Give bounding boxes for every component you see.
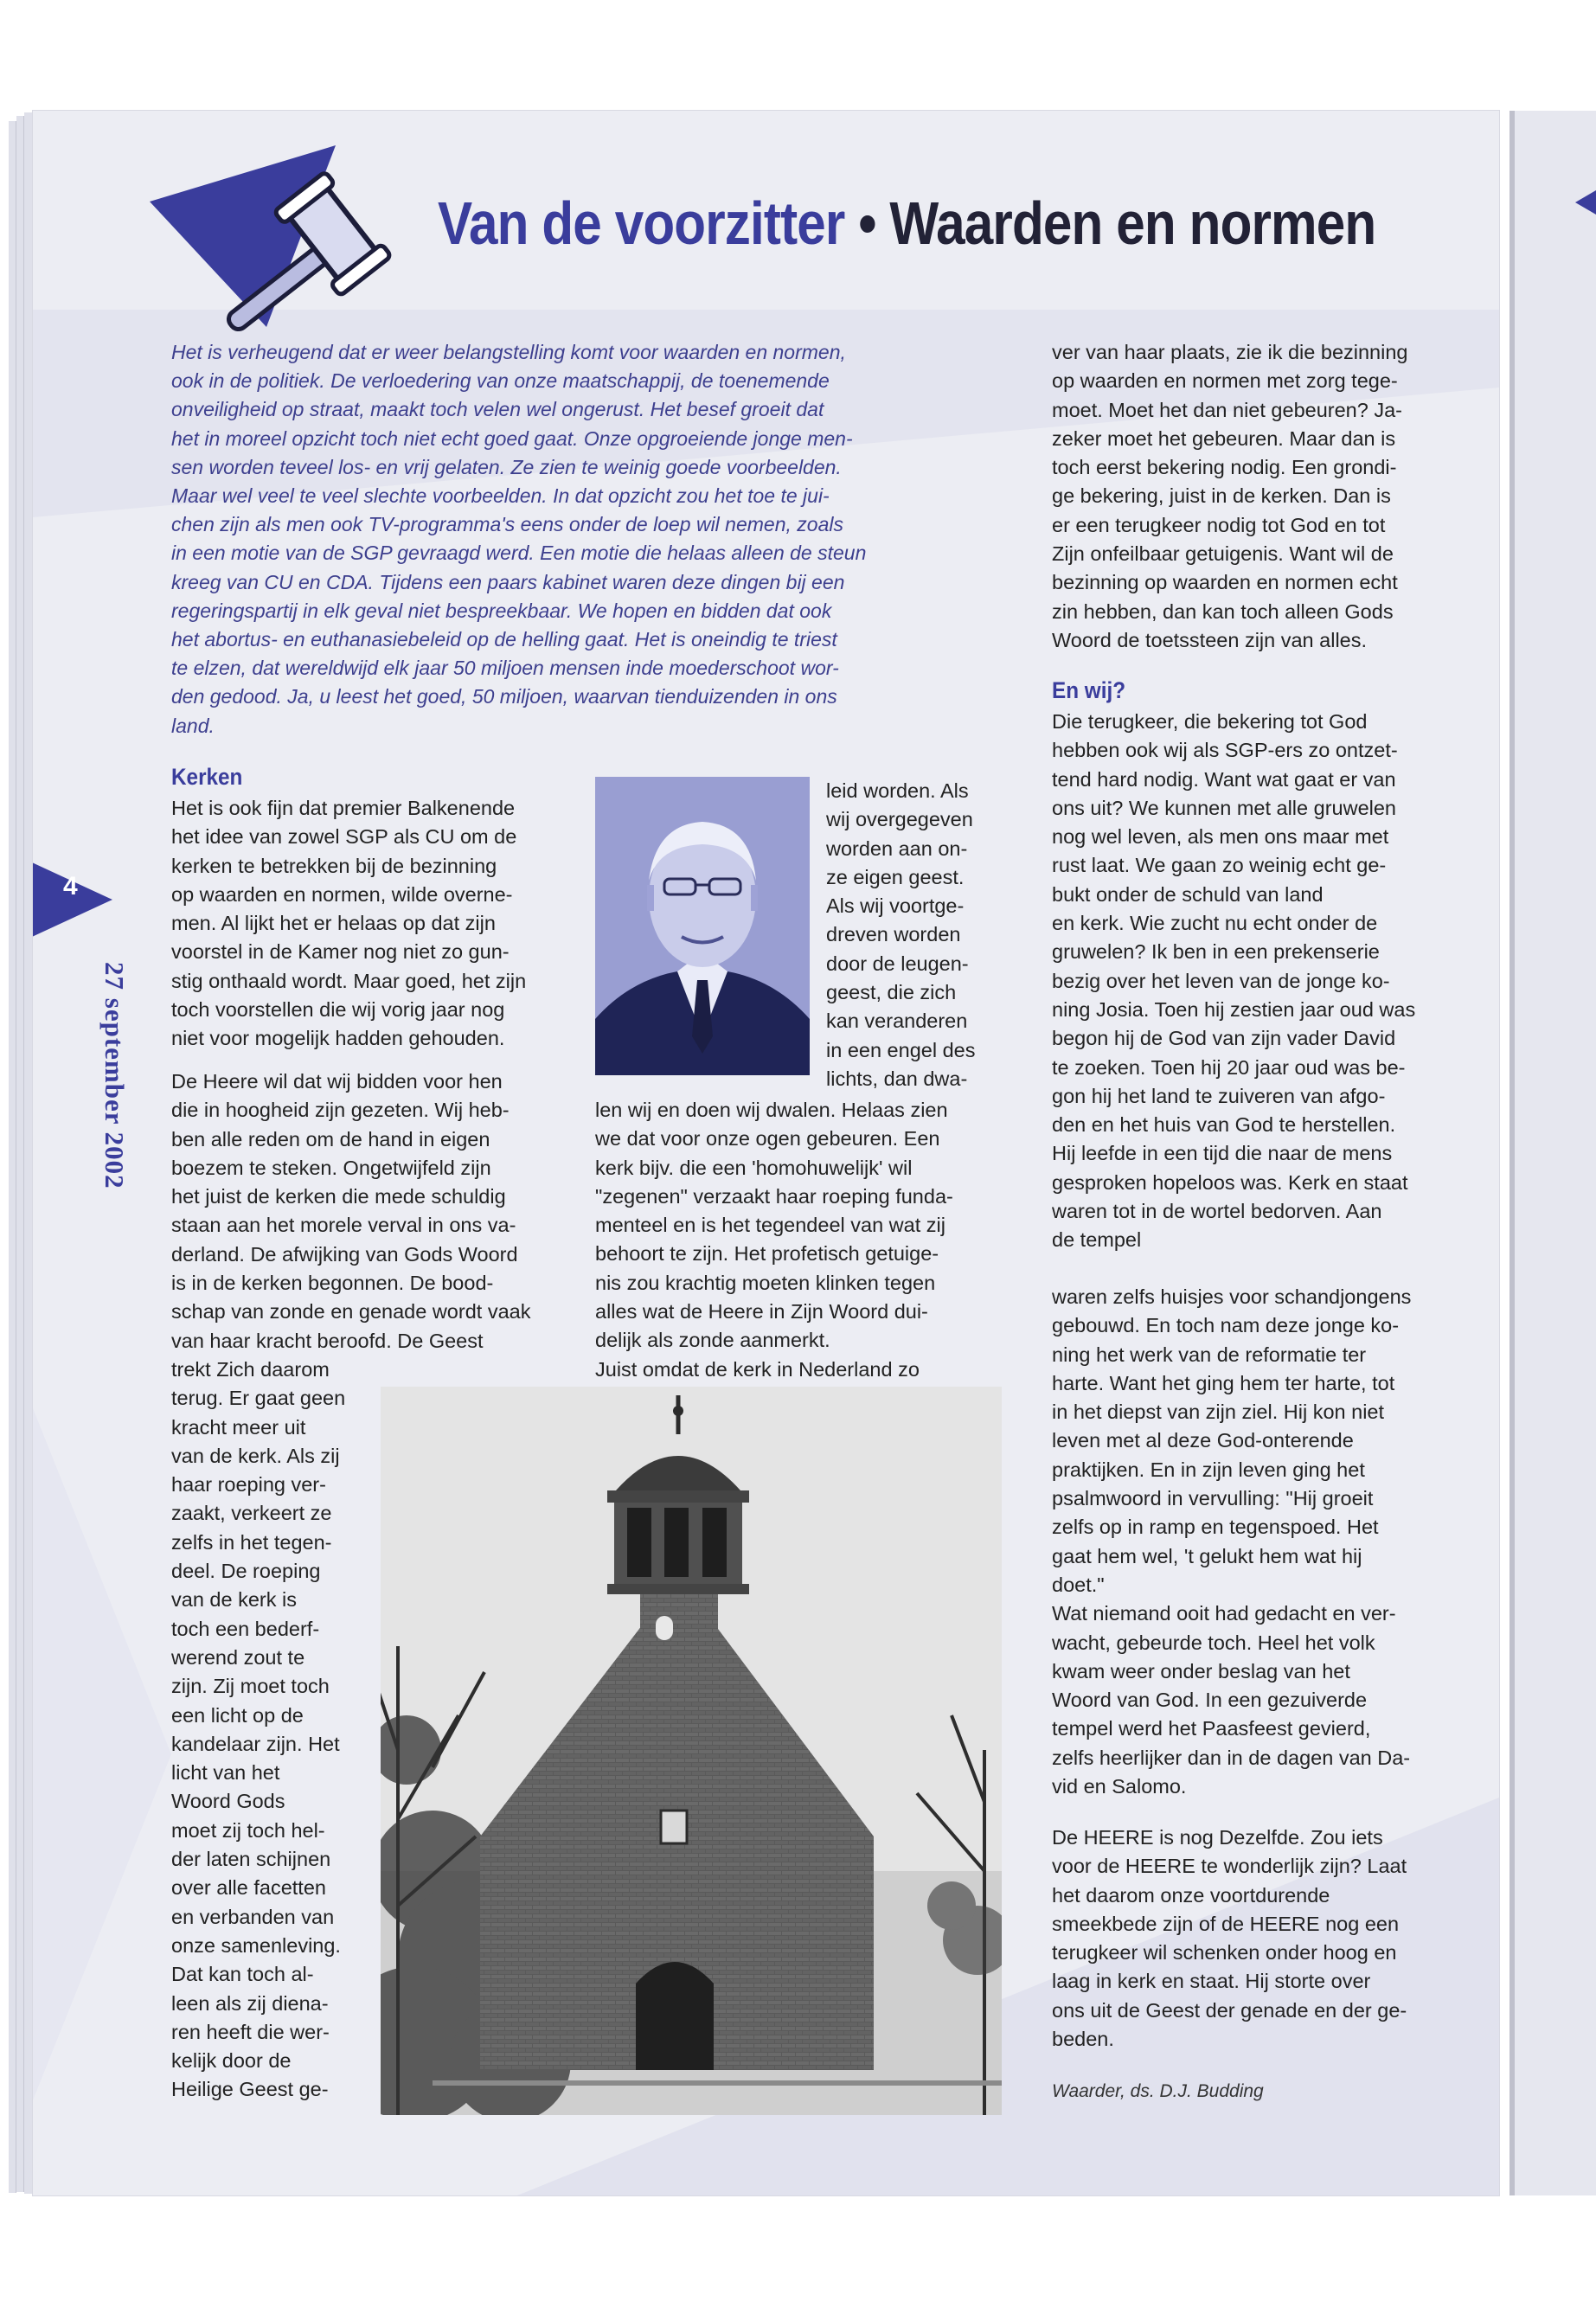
col3-paragraph-2: [1052, 708, 1484, 1255]
text-line: die in hoogheid zijn gezeten. Wij heb-: [171, 1099, 510, 1122]
text-line: nog wel leven, als men ons maar met: [1052, 825, 1389, 849]
text-line: behoort te zijn. Het profetisch getuige-: [595, 1242, 939, 1266]
text-line: waren zelfs huisjes voor schandjongens: [1052, 1285, 1412, 1308]
text-line: van de kerk is: [171, 1588, 297, 1612]
text-line: Woord de toetssteen zijn van alles.: [1052, 628, 1368, 651]
text-line: gebouwd. En toch nam deze jonge ko-: [1052, 1314, 1400, 1337]
text-line: en kerk. Wie zucht nu echt onder de: [1052, 912, 1378, 935]
text-line: kandelaar zijn. Het: [171, 1732, 340, 1755]
text-line: ons uit? We kunnen met alle gruwelen: [1052, 796, 1396, 819]
text-line: onveiligheid op straat, maakt toch velen wel ongerust. Het besef groeit dat: [171, 398, 824, 421]
text-line: voorstel in de Kamer nog niet zo gun-: [171, 940, 510, 964]
text-line: gaat hem wel, 't gelukt hem wat hij: [1052, 1544, 1362, 1567]
text-line: kan veranderen: [826, 1009, 968, 1033]
text-line: ning Josia. Toen hij zestien jaar oud was: [1052, 997, 1416, 1021]
text-line: menteel en is het tegendeel van wat zij: [595, 1214, 945, 1237]
text-line: schap van zonde en genade wordt vaak: [171, 1300, 531, 1324]
text-line: zaakt, verkeert ze: [171, 1502, 332, 1525]
text-line: haar roeping ver-: [171, 1473, 326, 1497]
gavel-icon: [150, 141, 435, 366]
text-line: waren tot in de wortel bedorven. Aan: [1052, 1200, 1382, 1223]
text-line: kerk bijv. die een 'homohuwelijk' wil: [595, 1156, 913, 1179]
intro-paragraph: [171, 338, 1028, 740]
text-line: in een engel des: [826, 1038, 976, 1061]
page-edge: [9, 121, 16, 2193]
text-line: ge bekering, juist in de kerken. Dan is: [1052, 484, 1391, 508]
text-line: van haar kracht beroofd. De Geest: [171, 1329, 484, 1352]
text-line: niet voor mogelijk hadden gehouden.: [171, 1027, 505, 1050]
text-line: den en het huis van God te herstellen.: [1052, 1113, 1396, 1137]
text-line: dreven worden: [826, 923, 961, 946]
text-line: zijn. Zij moet toch: [171, 1675, 330, 1698]
col3-paragraph-1: [1052, 338, 1484, 655]
text-line: delijk als zonde aanmerkt.: [595, 1329, 830, 1352]
text-line: is in de kerken begonnen. De bood-: [171, 1272, 494, 1295]
text-line: Woord Gods: [171, 1790, 285, 1813]
text-line: bukt onder de schuld van land: [1052, 882, 1324, 906]
portrait-photo: [595, 777, 810, 1075]
text-line: in een motie van de SGP gevraagd werd. Een motie die helaas alleen de steun: [171, 542, 867, 565]
text-line: psalmwoord in vervulling: "Hij groeit: [1052, 1487, 1374, 1510]
text-line: praktijken. En in zijn leven ging het: [1052, 1458, 1365, 1481]
text-line: voor de HEERE te wonderlijk zijn? Laat: [1052, 1855, 1407, 1878]
text-line: laag in kerk en staat. Hij storte over: [1052, 1970, 1371, 1993]
text-line: land.: [171, 714, 215, 737]
text-line: Die terugkeer, die bekering tot God: [1052, 710, 1368, 733]
col1-paragraph-2: [171, 1067, 578, 1356]
text-line: ook in de politiek. De verloedering van onze maatschappij, de toenemende: [171, 369, 830, 393]
title-left: Van de voorzitter: [438, 189, 845, 257]
text-line: kelijk door de: [171, 2049, 292, 2073]
text-line: Wat niemand ooit had gedacht en ver-: [1052, 1602, 1396, 1625]
text-line: geest, die zich: [826, 981, 957, 1004]
text-line: hebben ook wij als SGP-ers zo ontzet-: [1052, 739, 1398, 762]
text-line: het abortus- en euthanasiebeleid op de helling gaat. Het is oneindig te triest: [171, 628, 837, 651]
text-line: regeringspartij in elk geval niet bespreekbaar. We hopen en bidden dat ook: [171, 599, 832, 622]
text-line: van de kerk. Als zij: [171, 1444, 340, 1467]
text-line: wij overgegeven: [826, 808, 973, 831]
text-line: tend hard nodig. Want wat gaat er van: [1052, 767, 1396, 791]
section-heading-kerken: Kerken: [171, 764, 243, 790]
text-line: Dat kan toch al-: [171, 1963, 314, 1986]
issue-date: 27 september 2002: [99, 962, 130, 1189]
text-line: zelfs op in ramp en tegenspoed. Het: [1052, 1516, 1379, 1539]
text-line: ver van haar plaats, zie ik die bezinning: [1052, 341, 1408, 363]
text-line: wacht, gebeurde toch. Heel het volk: [1052, 1631, 1375, 1654]
text-line: De HEERE is nog Dezelfde. Zou iets: [1052, 1826, 1383, 1849]
text-line: in het diepst van zijn ziel. Hij kon niet: [1052, 1400, 1385, 1424]
text-line: der laten schijnen: [171, 1848, 331, 1871]
magazine-page: [33, 111, 1499, 2195]
text-line: toch een bederf-: [171, 1617, 320, 1640]
text-line: harte. Want het ging hem ter harte, tot: [1052, 1371, 1395, 1394]
text-line: men. Al lijkt het er helaas op dat zijn: [171, 912, 496, 935]
text-line: ren heeft die wer-: [171, 2020, 330, 2043]
page-edge: [24, 112, 33, 2194]
text-line: Hij leefde in een tijd die naar de mens: [1052, 1142, 1393, 1165]
text-line: Woord van God. In een gezuiverde: [1052, 1689, 1368, 1712]
text-line: chen zijn als men ook TV-programma's eens onder de loep wil nemen, zoals: [171, 513, 843, 536]
text-line: terug. Er gaat geen: [171, 1387, 346, 1410]
text-line: we dat voor onze ogen gebeuren. Een: [595, 1127, 940, 1150]
text-line: Juist omdat de kerk in Nederland zo: [595, 1357, 920, 1381]
text-line: Het is verheugend dat er weer belangstelling komt voor waarden en normen,: [171, 341, 846, 363]
text-line: op waarden en normen met zorg tege-: [1052, 369, 1398, 393]
col1-paragraph-2-narrow: [171, 1356, 370, 2105]
text-line: rust laat. We gaan zo weinig echt ge-: [1052, 854, 1387, 877]
text-line: "zegenen" verzaakt haar roeping funda-: [595, 1184, 953, 1208]
text-line: zeker moet het gebeuren. Maar dan is: [1052, 426, 1396, 450]
text-line: te elzen, dat wereldwijd elk jaar 50 miljoen mensen inde moederschoot wor-: [171, 657, 839, 680]
col2-beside-photo: [826, 777, 1038, 1093]
text-line: Maar wel veel te veel slechte voorbeelden. In dat opzicht zou het toe te jui-: [171, 484, 830, 508]
text-line: gruwelen? Ik ben in een prekenserie: [1052, 940, 1380, 964]
col3-paragraph-3: [1052, 1283, 1484, 1801]
page-edge: [16, 116, 24, 2192]
text-line: gesproken hopeloos was. Kerk en staat: [1052, 1170, 1408, 1194]
text-line: Heilige Geest ge-: [171, 2078, 329, 2101]
text-line: een licht op de: [171, 1703, 304, 1727]
text-line: vid en Salomo.: [1052, 1775, 1187, 1798]
text-line: worden aan on-: [826, 836, 968, 860]
text-line: nis zou krachtig moeten klinken tegen: [595, 1271, 936, 1294]
text-line: kreeg van CU en CDA. Tijdens een paars kabinet waren deze dingen bij een: [171, 570, 845, 593]
text-line: kwam weer onder beslag van het: [1052, 1659, 1350, 1682]
col3-paragraph-4: [1052, 1823, 1484, 2054]
text-line: licht van het: [171, 1761, 280, 1785]
page-number: 4: [63, 872, 78, 901]
text-line: stig onthaald wordt. Maar goed, het zijn: [171, 969, 527, 992]
section-heading-en-wij: En wij?: [1052, 677, 1126, 703]
text-line: lichts, dan dwa-: [826, 1067, 968, 1090]
text-line: leen als zij diena-: [171, 1991, 329, 2015]
text-line: den gedood. Ja, u leest het goed, 50 miljoen, waarvan tienduizenden in ons: [171, 685, 837, 708]
text-line: deel. De roeping: [171, 1560, 321, 1583]
text-line: bezig over het leven van de jonge ko-: [1052, 969, 1390, 992]
text-line: ons uit de Geest der genade en der ge-: [1052, 1998, 1407, 2022]
text-line: toch eerst bekering nodig. Een grondi-: [1052, 456, 1397, 479]
text-line: sen worden teveel los- en vrij gelaten. Ze zien te weinig goede voorbeelden.: [171, 455, 842, 478]
text-line: ben alle reden om de hand in eigen: [171, 1127, 490, 1150]
text-line: staan aan het morele verval in ons va-: [171, 1214, 516, 1237]
text-line: door de leugen-: [826, 952, 969, 975]
text-line: te zoeken. Toen hij 20 jaar oud was be-: [1052, 1055, 1406, 1079]
text-line: zin hebben, dan kan toch alleen Gods: [1052, 599, 1394, 623]
text-line: doet.": [1052, 1573, 1105, 1596]
text-line: moet zij toch hel-: [171, 1818, 325, 1842]
text-line: Als wij voortge-: [826, 894, 965, 918]
text-line: werend zout te: [171, 1645, 305, 1669]
text-line: terugkeer wil schenken onder hoog en: [1052, 1941, 1397, 1965]
title-right: Waarden en normen: [889, 189, 1376, 257]
text-line: boezem te steken. Ongetwijfeld zijn: [171, 1156, 491, 1179]
text-line: kracht meer uit: [171, 1415, 306, 1439]
author-signature: Waarder, ds. D.J. Budding: [1052, 2081, 1264, 2101]
text-line: leven met al deze God-onterende: [1052, 1429, 1354, 1452]
text-line: De Heere wil dat wij bidden voor hen: [171, 1070, 503, 1093]
text-line: er een terugkeer nodig tot God en tot: [1052, 513, 1386, 536]
text-line: kerken te betrekken bij de bezinning: [171, 854, 497, 877]
text-line: onze samenleving.: [171, 1933, 341, 1957]
text-line: over alle facetten: [171, 1876, 326, 1900]
text-line: en verbanden van: [171, 1905, 335, 1928]
col1-paragraph-1: [171, 794, 578, 1054]
text-line: ze eigen geest.: [826, 865, 965, 888]
title-separator: •: [858, 189, 876, 257]
text-line: begon hij de God van zijn vader David: [1052, 1027, 1396, 1050]
text-line: tempel werd het Paasfeest gevierd,: [1052, 1717, 1371, 1740]
col2-below-photo: [595, 1096, 1045, 1384]
text-line: gon hij het land te zuiveren van afgo-: [1052, 1084, 1386, 1107]
text-line: het daarom onze voortdurende: [1052, 1883, 1330, 1907]
text-line: alles wat de Heere in Zijn Woord dui-: [595, 1300, 928, 1324]
text-line: het in moreel opzicht toch niet echt goed gaat. Onze opgroeiende jonge men-: [171, 426, 853, 450]
facing-page-decor: [1575, 190, 1596, 215]
text-line: het idee van zowel SGP als CU om de: [171, 825, 517, 849]
facing-page: [1509, 111, 1596, 2195]
text-line: beden.: [1052, 2028, 1114, 2051]
text-line: len wij en doen wij dwalen. Helaas zien: [595, 1099, 948, 1121]
page-title: [438, 189, 1375, 258]
text-line: derland. De afwijking van Gods Woord: [171, 1242, 518, 1266]
text-line: de tempel: [1052, 1228, 1142, 1252]
text-line: Het is ook fijn dat premier Balkenende: [171, 797, 516, 819]
text-line: smeekbede zijn of de HEERE nog een: [1052, 1912, 1400, 1935]
text-line: zelfs heerlijker dan in de dagen van Da-: [1052, 1746, 1411, 1769]
text-line: het juist de kerken die mede schuldig: [171, 1185, 506, 1208]
text-line: ning het werk van de reformatie ter: [1052, 1343, 1367, 1366]
church-photo: [381, 1387, 1002, 2115]
text-line: op waarden en normen, wilde overne-: [171, 882, 513, 906]
text-line: toch voorstellen die wij vorig jaar nog: [171, 998, 505, 1022]
text-line: moet. Moet het dan niet gebeuren? Ja-: [1052, 398, 1402, 421]
text-line: zelfs in het tegen-: [171, 1530, 332, 1554]
text-line: leid worden. Als: [826, 779, 969, 802]
text-line: Zijn onfeilbaar getuigenis. Want wil de: [1052, 542, 1394, 566]
text-line: trekt Zich daarom: [171, 1358, 330, 1381]
text-line: bezinning op waarden en normen echt: [1052, 571, 1398, 594]
